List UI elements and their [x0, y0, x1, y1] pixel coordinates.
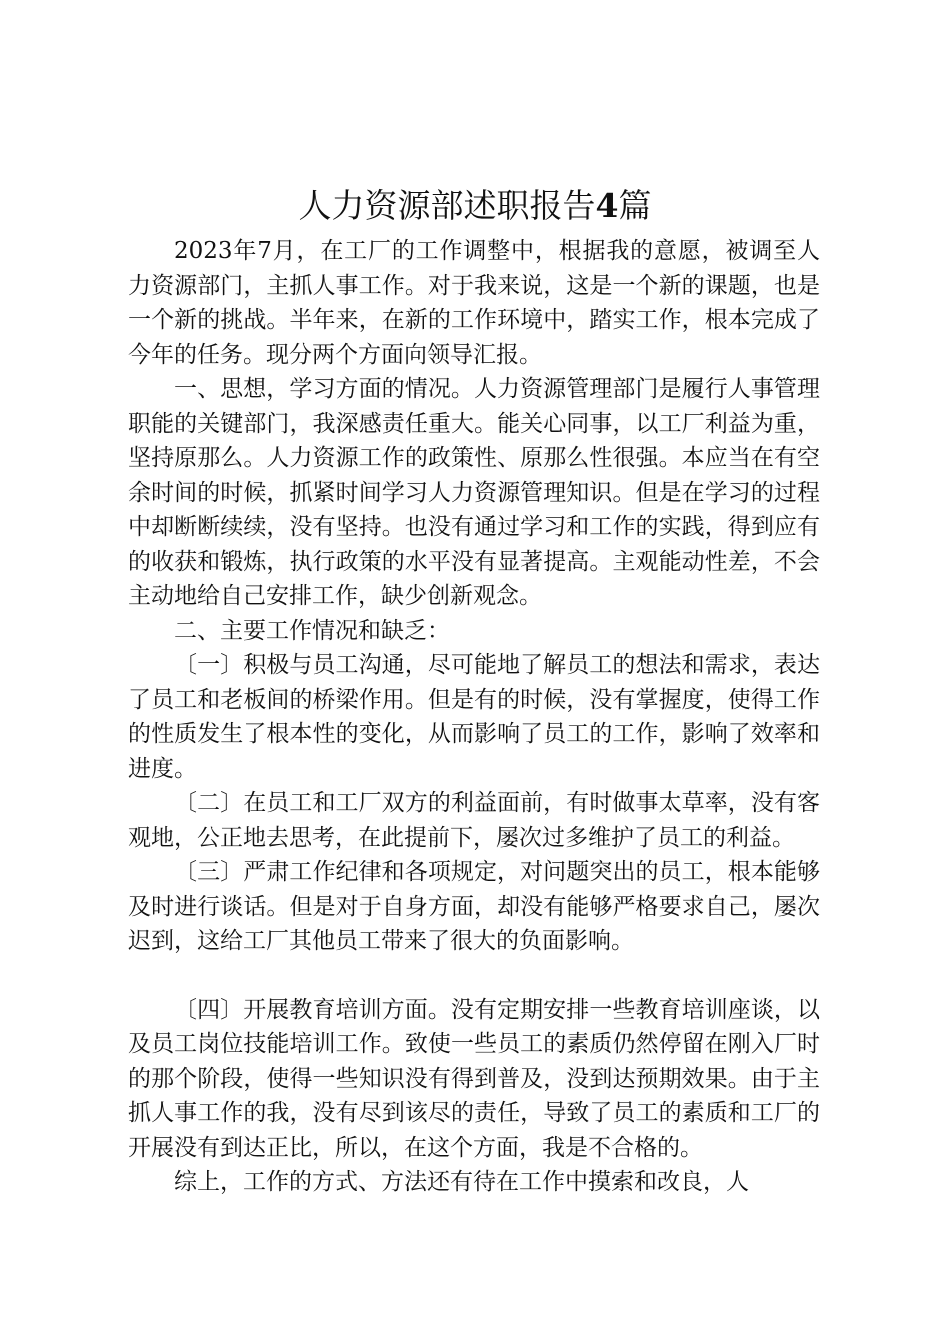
document-title	[0, 182, 950, 230]
paragraph-intro: 2023年7月，在工厂的工作调整中，根据我的意愿，被调至人力资源部门，主抓人事工作。对于我来说，这是一个新的课题，也是一个新的挑战。半年来，在新的工作环境中，踏实工作，根本完成了今年的任务。现分两个方面向领导汇报。	[128, 238, 820, 368]
paragraph-item-2: 〔二〕在员工和工厂双方的利益面前，有时做事太草率，没有客观地，公正地去思考，在此提前下，屡次过多维护了员工的利益。	[128, 790, 820, 851]
paragraph-summary: 综上，工作的方式、方法还有待在工作中摸索和改良，人	[174, 1169, 749, 1195]
paragraph-item-3: 〔三〕严肃工作纪律和各项规定，对问题突出的员工，根本能够及时进行谈话。但是对于自身方面，却没有能够严格要求自己，屡次迟到，这给工厂其他员工带来了很大的负面影响。	[128, 859, 820, 954]
paragraph-item-4: 〔四〕开展教育培训方面。没有定期安排一些教育培训座谈，以及员工岗位技能培训工作。致使一些员工的素质仍然停留在刚入厂时的那个阶段，使得一些知识没有得到普及，没到达预期效果。由于主抓人事工作的我，没有尽到该尽的责任，导致了员工的素质和工厂的开展没有到达正比，所以，在这个方面，我是不合格的。	[128, 996, 820, 1161]
title-prefix: 人力资源部述职报告	[298, 186, 596, 225]
document-body	[128, 234, 820, 1200]
paragraph-item-1: 〔一〕积极与员工沟通，尽可能地了解员工的想法和需求，表达了员工和老板间的桥梁作用。但是有的时候，没有掌握度，使得工作的性质发生了根本性的变化，从而影响了员工的工作，影响了效率和进度。	[128, 652, 820, 782]
title-number: 4	[595, 186, 619, 225]
paragraph-section-1: 一、思想，学习方面的情况。人力资源管理部门是履行人事管理职能的关键部门，我深感责任重大。能关心同事，以工厂利益为重，坚持原那么。人力资源工作的政策性、原那么性很强。本应当在有空余时间的时候，抓紧时间学习人力资源管理知识。但是在学习的过程中却断断续续，没有坚持。也没有通过学习和工作的实践，得到应有的收获和锻炼，执行政策的水平没有显著提高。主观能动性差，不会主动地给自己安排工作，缺少创新观念。	[128, 376, 820, 609]
paragraph-section-2-heading: 二、主要工作情况和缺乏：	[174, 617, 450, 644]
title-suffix: 篇	[618, 186, 652, 225]
